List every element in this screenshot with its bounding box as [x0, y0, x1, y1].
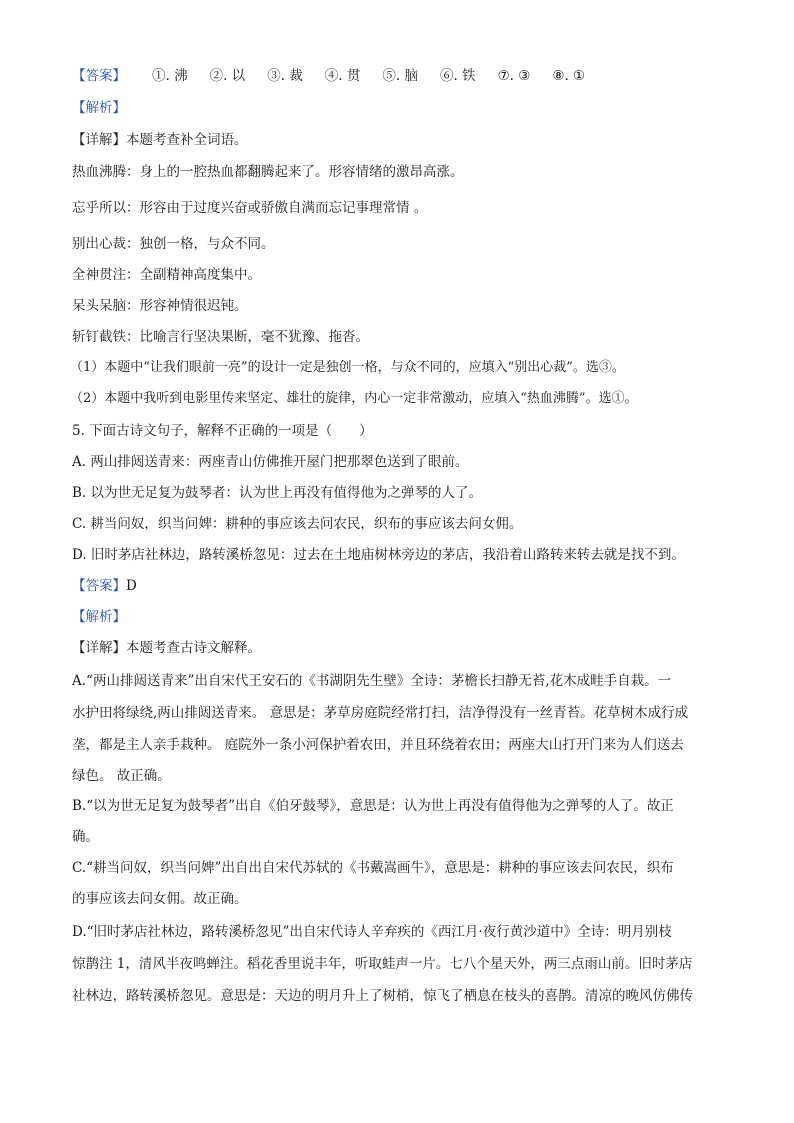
definition-line: 热血沸腾：身上的一腔热血都翻腾起来了。形容情绪的激昂高涨。: [72, 164, 464, 180]
detail-2: [72, 638, 722, 658]
answer-value: D: [126, 578, 137, 594]
question-option: C. 耕当问奴，织当问婢：耕种的事应该去问农民，织布的事应该去问女佣。: [72, 516, 523, 532]
analysis-line: B.“以为世无足复为鼓琴者”出自《伯牙鼓琴》，意思是：认为世上再没有值得他为之弹琴的人了。故正: [72, 798, 674, 814]
analysis-line: 社林边，路转溪桥忽见。意思是：天边的明月升上了树梢，惊飞了栖息在枝头的喜鹊。清凉的晚风仿佛传: [72, 988, 693, 1004]
question-option: D. 旧时茅店社林边，路转溪桥忽见：过去在土地庙树林旁边的茅店，我沿着山路转来转去就是找不到。: [72, 547, 685, 563]
detail-1: [72, 130, 722, 150]
definition-line: 斩钉截铁：比喻言行坚决果断，毫不犹豫、拖沓。: [72, 329, 369, 345]
analysis-line: 水护田将绿绕,两山排闼送青来。 意思是：茅草房庭院经常打扫，洁净得没有一丝青苔。花草树木成行成: [72, 705, 689, 721]
detail-tag: 【详解】: [72, 132, 126, 148]
analysis-line: C.“耕当问奴，织当问婢”出自出自宋代苏轼的《书戴嵩画牛》，意思是：耕种的事应该去问农民，织布: [72, 860, 674, 876]
answer-row-2: [72, 576, 722, 596]
analysis-line: 惊鹊注 1，清风半夜鸣蝉注。稻花香里说丰年，听取蛙声一片。七八个星天外，两三点雨山前。旧时茅店: [72, 956, 693, 972]
answer-item: ④. 贯: [324, 68, 361, 84]
explanation-line: （2）本题中我听到电影里传来坚定、雄壮的旋律，内心一定非常激动，应填入“热血沸腾”。选①。: [70, 391, 638, 406]
answer-item: ⑧. ①: [552, 68, 586, 84]
explanation-line: （1）本题中“让我们眼前一亮”的设计一定是独创一格，与众不同的，应填入“别出心裁”。选③。: [70, 360, 625, 375]
answer-tag: 【答案】: [72, 68, 126, 84]
answer-item: ③. 裁: [267, 68, 303, 84]
question-option: A. 两山排闼送青来：两座青山仿佛推开屋门把那翠色送到了眼前。: [72, 454, 469, 470]
definition-line: 呆头呆脑：形容神情很迟钝。: [72, 298, 248, 314]
analysis-tag-1: 【解析】: [72, 100, 126, 116]
analysis-line: 的事应该去问女佣。故正确。: [72, 891, 248, 907]
question-stem: 5. 下面古诗文句子，解释不正确的一项是（ ）: [72, 423, 373, 439]
analysis-line: 垄，都是主人亲手栽种。 庭院外一条小河保护着农田，并且环绕着农田；两座大山打开门来为人们送去: [72, 737, 684, 753]
analysis-line: 绿色。 故正确。: [72, 768, 171, 784]
analysis-line: D.“旧时茅店社林边，路转溪桥忽见”出自宋代诗人辛弃疾的《西江月·夜行黄沙道中》全诗：明月别枝: [72, 924, 672, 940]
definition-line: 别出心裁：独创一格，与众不同。: [72, 236, 275, 252]
analysis-line: A.“两山排闼送青来”出自宋代王安石的《书湖阴先生壁》全诗：茅檐长扫静无苔,花木成畦手自栽。一: [72, 673, 672, 689]
analysis-line: 确。: [72, 829, 99, 845]
answer-tag: 【答案】: [72, 578, 126, 594]
detail-text: 本题考查古诗文解释。: [126, 640, 261, 656]
answer-row-1: [72, 66, 722, 86]
question-option: B. 以为世无足复为鼓琴者：认为世上再没有值得他为之弹琴的人了。: [72, 485, 483, 501]
definition-line: 忘乎所以：形容由于过度兴奋或骄傲自满而忘记事理常情 。: [72, 200, 428, 216]
answer-item: ⑦. ③: [497, 68, 531, 84]
detail-text: 本题考查补全词语。: [126, 132, 248, 148]
answer-item: ⑤. 脑: [382, 68, 418, 84]
definition-line: 全神贯注：全副精神高度集中。: [72, 267, 261, 283]
analysis-tag-2: 【解析】: [72, 609, 126, 625]
answer-item: ②. 以: [209, 68, 246, 84]
answer-item: ⑥. 铁: [439, 68, 476, 84]
answer-item: ①. 沸: [152, 68, 188, 84]
detail-tag: 【详解】: [72, 640, 126, 656]
